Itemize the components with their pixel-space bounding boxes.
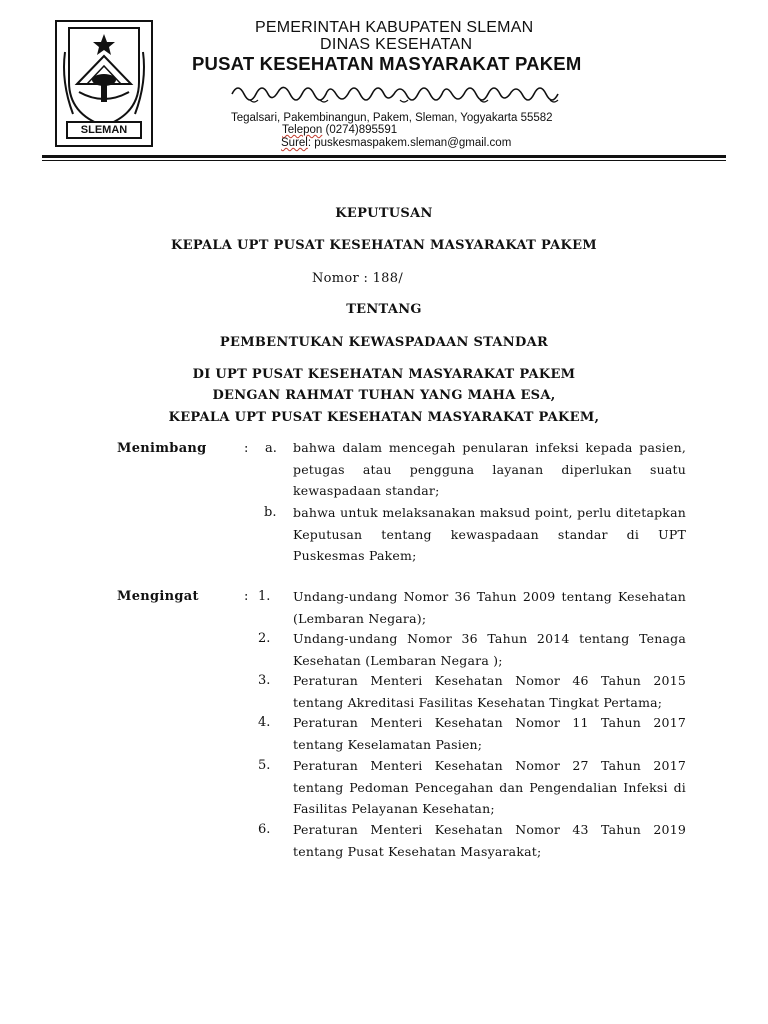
- menimbang-marker-a: a.: [265, 441, 277, 456]
- decree-kepala-closing: KEPALA UPT PUSAT KESEHATAN MASYARAKAT PAKEM,: [168, 410, 600, 425]
- decree-tentang: TENTANG: [346, 302, 422, 317]
- letterhead-divider-thick: [42, 155, 726, 158]
- email-label: Surel: [281, 137, 308, 149]
- mengingat-marker-2: 2.: [258, 631, 271, 646]
- decree-number: Nomor : 188/: [312, 271, 404, 286]
- javanese-script-line: [230, 80, 590, 104]
- letterhead-divider-thin: [42, 160, 726, 161]
- mengingat-item-2: Undang-undang Nomor 36 Tahun 2014 tentang Tenaga Kesehatan (Lembaran Negara );: [293, 631, 686, 668]
- mengingat-item-4: Peraturan Menteri Kesehatan Nomor 11 Tahun 2017 tentang Keselamatan Pasien;: [293, 715, 686, 752]
- decree-subject: PEMBENTUKAN KEWASPADAAN STANDAR: [219, 335, 549, 350]
- menimbang-colon: :: [244, 441, 249, 456]
- email-value: : puskesmaspakem.sleman@gmail.com: [307, 137, 512, 149]
- mengingat-item-5: Peraturan Menteri Kesehatan Nomor 27 Tahun 2017 tentang Pedoman Pencegahan dan Pengendalian Infeksi di Fasilitas Pelayanan Kesehatan;: [293, 758, 686, 816]
- letterhead-telephone: [282, 124, 397, 136]
- letterhead-department: DINAS KESEHATAN: [320, 36, 473, 53]
- letterhead-government: PEMERINTAH KABUPATEN SLEMAN: [255, 19, 534, 36]
- letterhead-email: [281, 137, 511, 149]
- decree-location: DI UPT PUSAT KESEHATAN MASYARAKAT PAKEM: [192, 367, 576, 382]
- letterhead-address: Tegalsari, Pakembinangun, Pakem, Sleman, Yogyakarta 55582: [231, 112, 553, 124]
- mengingat-item-3: Peraturan Menteri Kesehatan Nomor 46 Tahun 2015 tentang Akreditasi Fasilitas Kesehatan Tingkat Pertama;: [293, 673, 686, 710]
- logo-ribbon-text: SLEMAN: [80, 124, 128, 136]
- menimbang-marker-b: b.: [264, 505, 277, 520]
- mengingat-marker-4: 4.: [258, 715, 271, 730]
- mengingat-item-6: Peraturan Menteri Kesehatan Nomor 43 Tahun 2019 tentang Pusat Kesehatan Masyarakat;: [293, 822, 686, 859]
- sleman-coat-of-arms-logo: [55, 20, 153, 147]
- mengingat-colon: :: [244, 589, 249, 604]
- mengingat-marker-5: 5.: [258, 758, 271, 773]
- menimbang-label: Menimbang: [117, 441, 207, 456]
- telephone-value: (0274)895591: [322, 124, 398, 136]
- telephone-label: Telepon: [282, 124, 323, 136]
- mengingat-marker-6: 6.: [258, 822, 271, 837]
- letterhead-institution: PUSAT KESEHATAN MASYARAKAT PAKEM: [192, 53, 582, 74]
- mengingat-item-1: Undang-undang Nomor 36 Tahun 2009 tentang Kesehatan (Lembaran Negara);: [293, 589, 686, 626]
- mengingat-label: Mengingat: [117, 589, 199, 604]
- menimbang-item-a: bahwa dalam mencegah penularan infeksi kepada pasien, petugas atau pengguna layanan diperlukan suatu kewaspadaan standar;: [293, 440, 686, 498]
- mengingat-marker-3: 3.: [258, 673, 271, 688]
- menimbang-item-b: bahwa untuk melaksanakan maksud point, perlu ditetapkan Keputusan tentang kewaspadaan standar di UPT Puskesmas Pakem;: [293, 505, 686, 563]
- mengingat-marker-1: 1.: [258, 589, 271, 604]
- decree-issuer: KEPALA UPT PUSAT KESEHATAN MASYARAKAT PAKEM: [171, 238, 597, 253]
- decree-title: KEPUTUSAN: [335, 206, 433, 221]
- decree-rahmat: DENGAN RAHMAT TUHAN YANG MAHA ESA,: [212, 388, 556, 403]
